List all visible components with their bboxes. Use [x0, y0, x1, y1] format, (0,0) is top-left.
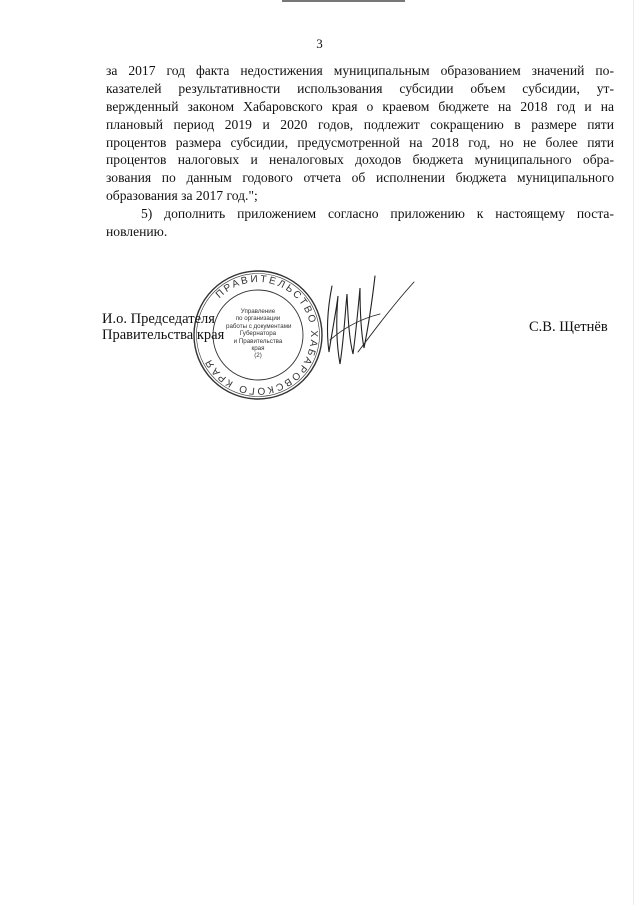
paragraph-line: процентов размера субсидии, предусмотренной на 2018 год, но не более пяти [106, 134, 614, 150]
stamp-inner-line: (2) [254, 352, 262, 360]
stamp-inner-text [226, 308, 290, 360]
paragraph-line: казателей результативности использования субсидии объем субсидии, ут- [106, 80, 614, 96]
paragraph-line: процентов налоговых и неналоговых доходов бюджета муниципального обра- [106, 152, 614, 168]
stamp-inner-line: по организации [235, 315, 281, 323]
stamp-ring-text: ПРАВИТЕЛЬСТВО ХАБАРОВСКОГО КРАЯ [202, 273, 320, 397]
paragraph-line: зования по данным годового отчета об исполнении бюджета муниципального [106, 170, 614, 186]
item-5-line: новлению. [106, 224, 168, 240]
paragraph-line: вержденный законом Хабаровского края о краевом бюджете на 2018 год и на [106, 98, 614, 114]
scan-edge-line [633, 0, 634, 905]
stamp-inner-line: края [251, 345, 265, 353]
signer-title-line-1: И.о. Председателя [102, 311, 215, 327]
stamp-inner-line: работы с документами [226, 322, 292, 330]
stamp-inner-line: Управление [240, 308, 276, 315]
signer-title-line-2: Правительства края [102, 327, 225, 343]
page-number: 3 [316, 36, 323, 51]
signer-name: С.В. Щетнёв [529, 319, 608, 335]
paragraph-line: плановый период 2019 и 2020 годов, подлежит сокращению в размере пяти [106, 116, 614, 132]
scan-artifact-line [282, 0, 405, 2]
handwritten-signature [318, 268, 418, 378]
stamp-inner-line: и Правительства [233, 337, 283, 345]
body-text [106, 62, 614, 241]
item-5-line: 5) дополнить приложением согласно приложению к настоящему поста- [141, 206, 614, 222]
signer-title [102, 311, 224, 343]
paragraph-line: за 2017 год факта недостижения муниципальным образованием значений по- [106, 63, 614, 78]
paragraph-line: образования за 2017 год."; [106, 188, 258, 204]
stamp-inner-line: Губернатора [239, 330, 277, 338]
